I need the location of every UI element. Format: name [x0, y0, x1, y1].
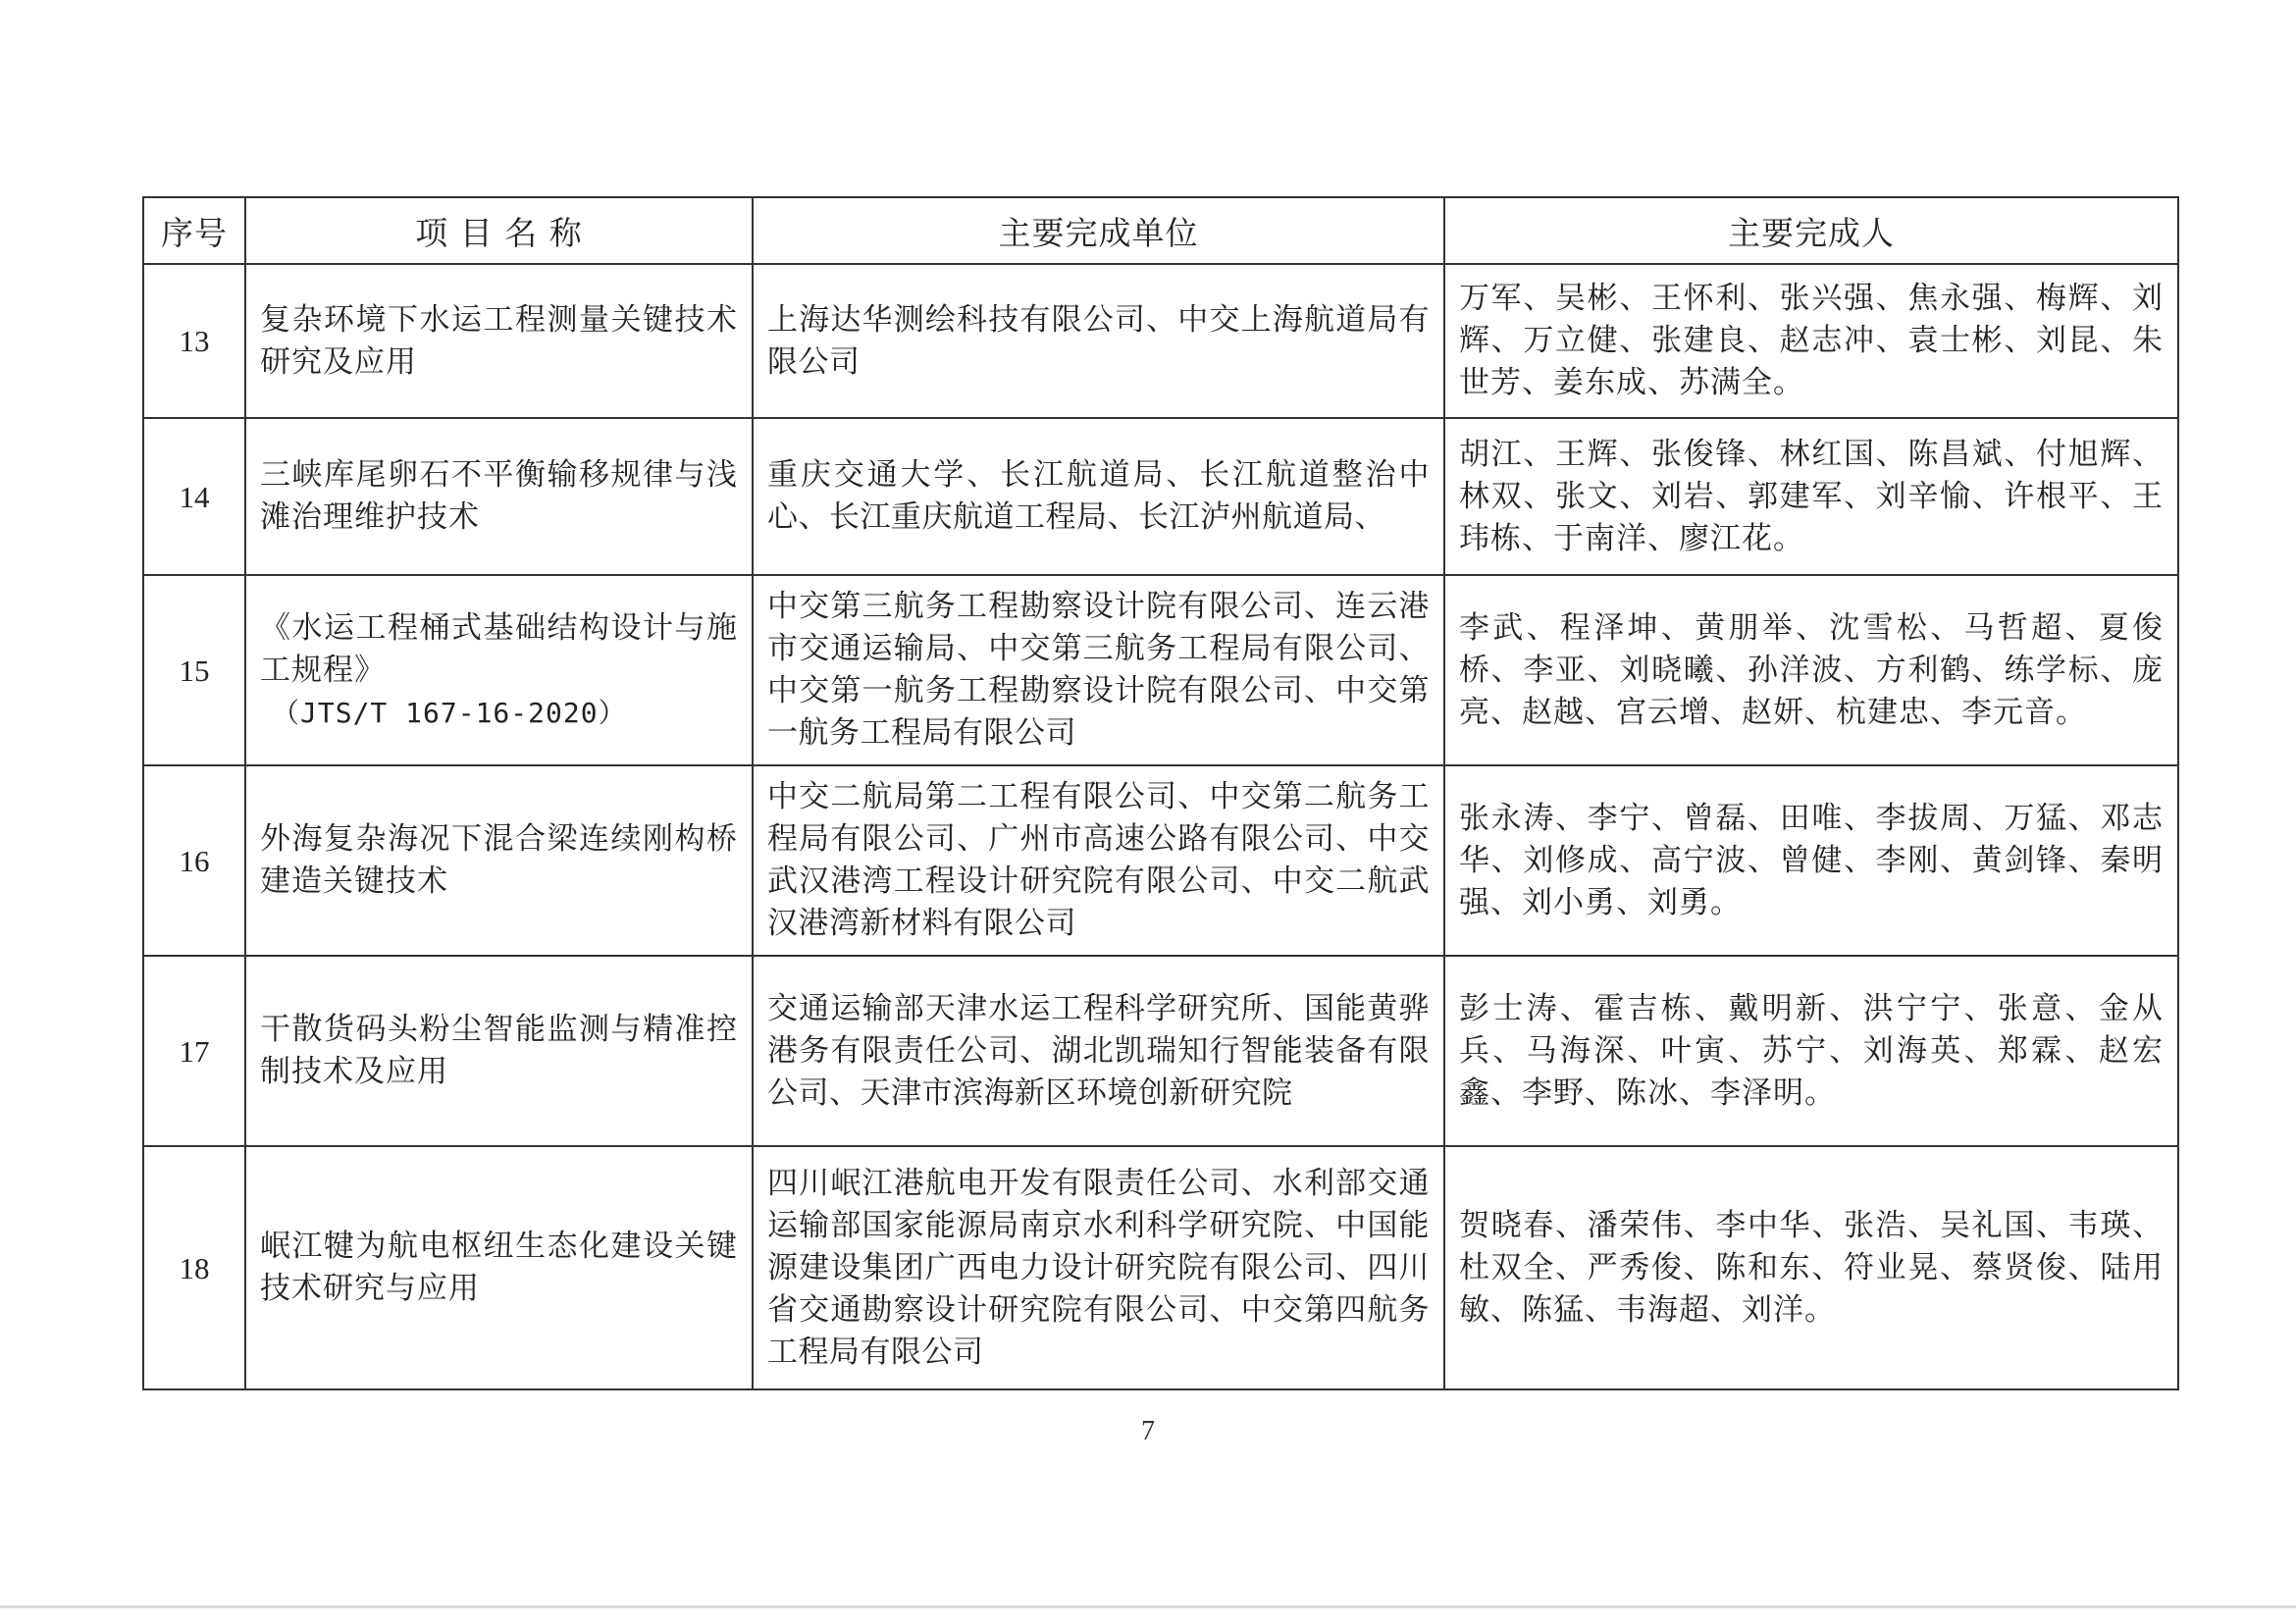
row-project-name: 外海复杂海况下混合梁连续刚构桥建造关键技术 [245, 765, 753, 956]
row-project-name [245, 575, 753, 765]
row-main-units: 上海达华测绘科技有限公司、中交上海航道局有限公司 [753, 264, 1444, 418]
row-main-people: 贺晓春、潘荣伟、李中华、张浩、吴礼国、韦瑛、杜双全、严秀俊、陈和东、符业晃、蔡贤俊、陆用敏、陈猛、韦海超、刘洋。 [1444, 1146, 2178, 1389]
row-project-name: 岷江犍为航电枢纽生态化建设关键技术研究与应用 [245, 1146, 753, 1389]
row-main-people: 李武、程泽坤、黄朋举、沈雪松、马哲超、夏俊桥、李亚、刘晓曦、孙洋波、方利鹤、练学标、庞亮、赵越、宫云增、赵妍、杭建忠、李元音。 [1444, 575, 2178, 765]
row-seq: 15 [143, 575, 245, 765]
row-project-name: 干散货码头粉尘智能监测与精准控制技术及应用 [245, 956, 753, 1146]
award-projects-table [142, 196, 2179, 1390]
table-row [143, 765, 2178, 956]
row-main-units: 四川岷江港航电开发有限责任公司、水利部交通运输部国家能源局南京水利科学研究院、中国能源建设集团广西电力设计研究院有限公司、四川省交通勘察设计研究院有限公司、中交第四航务工程局有限公司 [753, 1146, 1444, 1389]
row-main-units: 中交二航局第二工程有限公司、中交第二航务工程局有限公司、广州市高速公路有限公司、中交武汉港湾工程设计研究院有限公司、中交二航武汉港湾新材料有限公司 [753, 765, 1444, 956]
project-name-title: 《水运工程桶式基础结构设计与施工规程》 [260, 609, 738, 688]
header-main-people: 主要完成人 [1444, 197, 2178, 264]
row-seq: 17 [143, 956, 245, 1146]
row-main-people: 张永涛、李宁、曾磊、田唯、李拔周、万猛、邓志华、刘修成、高宁波、曾健、李刚、黄剑锋、秦明强、刘小勇、刘勇。 [1444, 765, 2178, 956]
table-row [143, 956, 2178, 1146]
header-project-name: 项 目 名 称 [245, 197, 753, 264]
row-seq: 18 [143, 1146, 245, 1389]
table-row [143, 418, 2178, 575]
row-main-people: 胡江、王辉、张俊锋、林红国、陈昌斌、付旭辉、林双、张文、刘岩、郭建军、刘辛愉、许根平、王玮栋、于南洋、廖江花。 [1444, 418, 2178, 575]
table-row [143, 575, 2178, 765]
row-main-units: 重庆交通大学、长江航道局、长江航道整治中心、长江重庆航道工程局、长江泸州航道局、 [753, 418, 1444, 575]
row-main-people: 万军、吴彬、王怀利、张兴强、焦永强、梅辉、刘辉、万立健、张建良、赵志冲、袁士彬、刘昆、朱世芳、姜东成、苏满全。 [1444, 264, 2178, 418]
row-project-name: 三峡库尾卵石不平衡输移规律与浅滩治理维护技术 [245, 418, 753, 575]
table-header-row [143, 197, 2178, 264]
header-seq: 序号 [143, 197, 245, 264]
row-seq: 13 [143, 264, 245, 418]
row-main-units: 中交第三航务工程勘察设计院有限公司、连云港市交通运输局、中交第三航务工程局有限公司、中交第一航务工程勘察设计院有限公司、中交第一航务工程局有限公司 [753, 575, 1444, 765]
page-number: 7 [1141, 1416, 1155, 1446]
row-project-name: 复杂环境下水运工程测量关键技术研究及应用 [245, 264, 753, 418]
table-row [143, 264, 2178, 418]
row-seq: 16 [143, 765, 245, 956]
row-main-people: 彭士涛、霍吉栋、戴明新、洪宁宁、张意、金从兵、马海深、叶寅、苏宁、刘海英、郑霖、赵宏鑫、李野、陈冰、李泽明。 [1444, 956, 2178, 1146]
project-standard-code: （JTS/T 167-16-2020） [272, 696, 627, 729]
row-main-units: 交通运输部天津水运工程科学研究所、国能黄骅港务有限责任公司、湖北凯瑞知行智能装备有限公司、天津市滨海新区环境创新研究院 [753, 956, 1444, 1146]
header-main-units: 主要完成单位 [753, 197, 1444, 264]
scan-edge-divider [0, 1605, 2296, 1608]
row-seq: 14 [143, 418, 245, 575]
table-row [143, 1146, 2178, 1389]
